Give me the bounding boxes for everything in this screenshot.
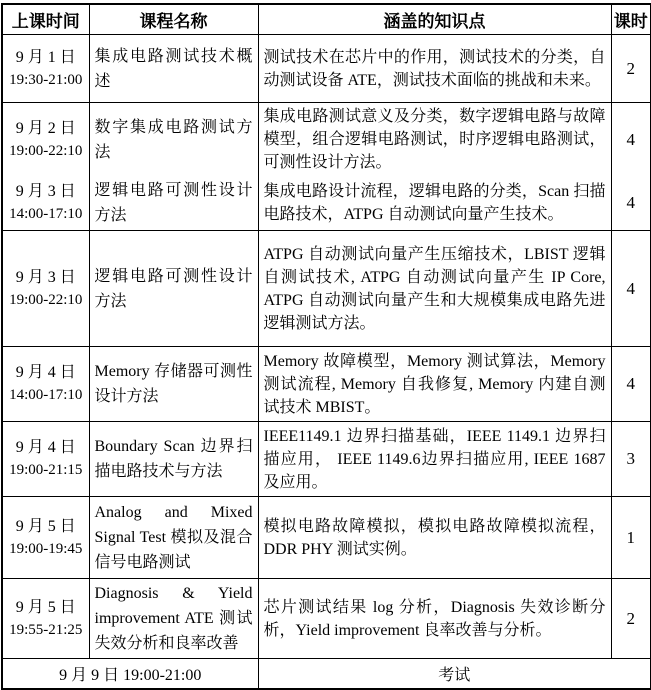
cell-topics: 模拟电路故障模拟，模拟电路故障模拟流程，DDR PHY 测试实例。 bbox=[258, 497, 611, 579]
cell-course-name: Analog and Mixed Signal Test 模拟及混合信号电路测试 bbox=[89, 497, 258, 579]
time-range-text: 19:00-19:45 bbox=[9, 540, 83, 557]
cell-hours: 4 bbox=[611, 103, 651, 177]
table-row bbox=[2, 579, 651, 659]
cell-course-name: 逻辑电路可测性设计方法 bbox=[89, 176, 258, 231]
cell-class-time bbox=[2, 35, 89, 103]
header-row bbox=[2, 4, 651, 35]
cell-course-name: 集成电路测试技术概述 bbox=[89, 35, 258, 103]
table-row bbox=[2, 497, 651, 579]
cell-hours: 3 bbox=[611, 422, 651, 497]
date-text: 9 月 2 日 bbox=[15, 119, 76, 137]
table-row bbox=[2, 231, 651, 347]
cell-course-name: Diagnosis & Yield improvement ATE 测试失效分析和良率改善 bbox=[89, 579, 258, 659]
date-text: 9 月 4 日 bbox=[15, 364, 76, 381]
table-row bbox=[2, 347, 651, 422]
cell-class-time bbox=[2, 422, 89, 497]
date-text: 9 月 5 日 bbox=[15, 517, 76, 535]
time-range-text: 19:00-21:15 bbox=[9, 462, 83, 478]
cell-course-name: Memory 存储器可测性设计方法 bbox=[89, 347, 258, 422]
cell-hours: 2 bbox=[611, 35, 651, 103]
column-header-course-name: 课程名称 bbox=[89, 4, 258, 35]
cell-hours: 4 bbox=[611, 231, 651, 347]
exam-row bbox=[2, 659, 651, 689]
cell-topics: IEEE1149.1 边界扫描基础，IEEE 1149.1 边界扫描应用， IEEE 1149.6边界扫描应用, IEEE 1687 及应用。 bbox=[258, 422, 611, 497]
cell-exam-time: 9 月 9 日 19:00-21:00 bbox=[2, 659, 258, 689]
time-range-text: 19:00-22:10 bbox=[9, 291, 83, 308]
cell-course-name: 数字集成电路测试方法 bbox=[89, 103, 258, 177]
cell-topics: 测试技术在芯片中的作用，测试技术的分类，自动测试设备 ATE，测试技术面临的挑战和未来。 bbox=[258, 35, 611, 103]
date-text: 9 月 3 日 bbox=[15, 183, 76, 200]
table-row bbox=[2, 176, 651, 231]
date-text: 9 月 4 日 bbox=[15, 439, 76, 456]
time-range-text: 19:00-22:10 bbox=[9, 142, 83, 159]
time-range-text: 14:00-17:10 bbox=[9, 387, 83, 403]
cell-course-name: 逻辑电路可测性设计方法 bbox=[89, 231, 258, 347]
time-range-text: 14:00-17:10 bbox=[9, 206, 83, 222]
cell-class-time bbox=[2, 497, 89, 579]
cell-class-time bbox=[2, 347, 89, 422]
course-schedule-table bbox=[1, 3, 651, 690]
cell-hours: 2 bbox=[611, 579, 651, 659]
cell-topics: 集成电路测试意义及分类，数字逻辑电路与故障模型，组合逻辑电路测试，时序逻辑电路测试，可测性设计方法。 bbox=[258, 103, 611, 177]
column-header-class-time: 上课时间 bbox=[2, 4, 89, 35]
column-header-topics: 涵盖的知识点 bbox=[258, 4, 611, 35]
time-range-text: 19:30-21:00 bbox=[9, 71, 83, 88]
cell-course-name: Boundary Scan 边界扫描电路技术与方法 bbox=[89, 422, 258, 497]
table-row bbox=[2, 103, 651, 177]
cell-hours: 1 bbox=[611, 497, 651, 579]
cell-class-time bbox=[2, 231, 89, 347]
cell-topics: 芯片测试结果 log 分析，Diagnosis 失效诊断分析，Yield improvement 良率改善与分析。 bbox=[258, 579, 611, 659]
cell-hours: 4 bbox=[611, 347, 651, 422]
cell-topics: Memory 故障模型，Memory 测试算法，Memory 测试流程, Memory 自我修复, Memory 内建自测试技术 MBIST。 bbox=[258, 347, 611, 422]
table-row bbox=[2, 422, 651, 497]
date-text: 9 月 5 日 bbox=[15, 598, 76, 616]
table-row bbox=[2, 35, 651, 103]
cell-hours: 4 bbox=[611, 176, 651, 231]
date-text: 9 月 1 日 bbox=[15, 48, 76, 66]
cell-class-time bbox=[2, 176, 89, 231]
time-range-text: 19:55-21:25 bbox=[9, 621, 83, 638]
date-text: 9 月 3 日 bbox=[15, 268, 76, 286]
cell-class-time bbox=[2, 579, 89, 659]
cell-exam-label: 考试 bbox=[258, 659, 651, 689]
column-header-hours: 课时 bbox=[611, 4, 651, 35]
cell-topics: ATPG 自动测试向量产生压缩技术，LBIST 逻辑自测试技术, ATPG 自动测试向量产生 IP Core, ATPG 自动测试向量产生和大规模集成电路先进逻辑测试方法。 bbox=[258, 231, 611, 347]
cell-topics: 集成电路设计流程，逻辑电路的分类，Scan 扫描电路技术，ATPG 自动测试向量产生技术。 bbox=[258, 176, 611, 231]
cell-class-time bbox=[2, 103, 89, 177]
